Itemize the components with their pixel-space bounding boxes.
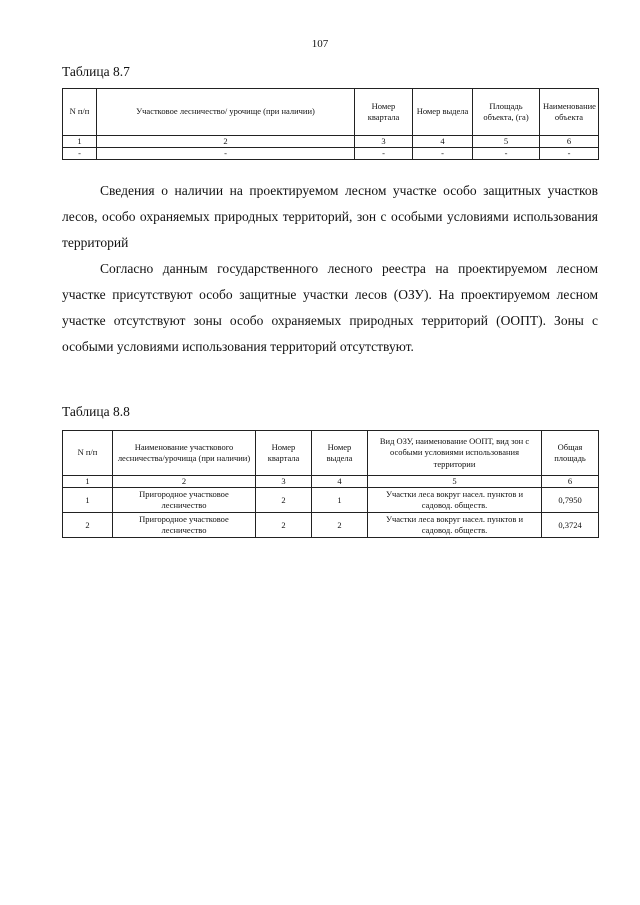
table-8-7-title: Таблица 8.7 xyxy=(62,64,130,79)
header-cell: Номер квартала xyxy=(355,89,413,136)
column-number: 5 xyxy=(473,136,540,148)
table-header-row xyxy=(63,89,599,136)
table-8-8-title: Таблица 8.8 xyxy=(62,404,130,419)
section-heading-text: Сведения о наличии на проектируемом лесном участке особо защитных участков лесов, особо охраняемых природных территорий, зон с особыми условиями использования территорий xyxy=(62,183,598,250)
header-cell: Номер выдела xyxy=(312,431,368,476)
header-cell: N п/п xyxy=(63,89,97,136)
table-cell: 2 xyxy=(63,513,113,538)
table-cell: - xyxy=(63,148,97,160)
table-cell: Пригородное участковое лесничество xyxy=(113,513,256,538)
column-number: 6 xyxy=(542,476,599,488)
column-number: 5 xyxy=(368,476,542,488)
column-number: 1 xyxy=(63,136,97,148)
table-cell: 1 xyxy=(312,488,368,513)
table-cell: - xyxy=(355,148,413,160)
table-cell: - xyxy=(413,148,473,160)
header-cell: Участковое лесничество/ урочище (при наличии) xyxy=(97,89,355,136)
table-header-row xyxy=(63,431,599,476)
table-row xyxy=(63,148,599,160)
table-8-8 xyxy=(62,430,599,538)
body-paragraph xyxy=(62,256,598,360)
column-number: 2 xyxy=(97,136,355,148)
table-8-7 xyxy=(62,88,599,160)
table-cell: - xyxy=(540,148,599,160)
table-cell: 1 xyxy=(63,488,113,513)
column-number: 4 xyxy=(312,476,368,488)
table-cell: 0,7950 xyxy=(542,488,599,513)
table-cell: Участки леса вокруг насел. пунктов и садовод. обществ. xyxy=(368,488,542,513)
header-cell: Площадь объекта, (га) xyxy=(473,89,540,136)
table-cell: 2 xyxy=(256,513,312,538)
column-number: 2 xyxy=(113,476,256,488)
table-cell: 0,3724 xyxy=(542,513,599,538)
table-cell: Участки леса вокруг насел. пунктов и садовод. обществ. xyxy=(368,513,542,538)
column-number: 3 xyxy=(355,136,413,148)
header-cell: Наименование объекта xyxy=(540,89,599,136)
body-paragraph-text: Согласно данным государственного лесного реестра на проектируемом лесном участке присутствуют особо защитные участки лесов (ОЗУ). На проектируемом лесном участке отсутствуют зоны особо охраняемых природных территорий (ООПТ). Зоны с особыми условиями использования территорий отсутствуют. xyxy=(62,261,598,354)
column-number: 6 xyxy=(540,136,599,148)
header-cell: Вид ОЗУ, наименование ООПТ, вид зон с особыми условиями использования территории xyxy=(368,431,542,476)
section-heading xyxy=(62,178,598,256)
table-row xyxy=(63,513,599,538)
table-cell: 2 xyxy=(256,488,312,513)
header-cell: Номер выдела xyxy=(413,89,473,136)
table-cell: - xyxy=(473,148,540,160)
table-cell: Пригородное участковое лесничество xyxy=(113,488,256,513)
page-number: 107 xyxy=(311,38,329,50)
table-cell: - xyxy=(97,148,355,160)
header-cell: N п/п xyxy=(63,431,113,476)
header-cell: Номер квартала xyxy=(256,431,312,476)
column-number: 4 xyxy=(413,136,473,148)
column-number-row xyxy=(63,136,599,148)
table-cell: 2 xyxy=(312,513,368,538)
table-row xyxy=(63,488,599,513)
column-number-row xyxy=(63,476,599,488)
header-cell: Общая площадь xyxy=(542,431,599,476)
column-number: 1 xyxy=(63,476,113,488)
column-number: 3 xyxy=(256,476,312,488)
header-cell: Наименование участкового лесничества/урочища (при наличии) xyxy=(113,431,256,476)
